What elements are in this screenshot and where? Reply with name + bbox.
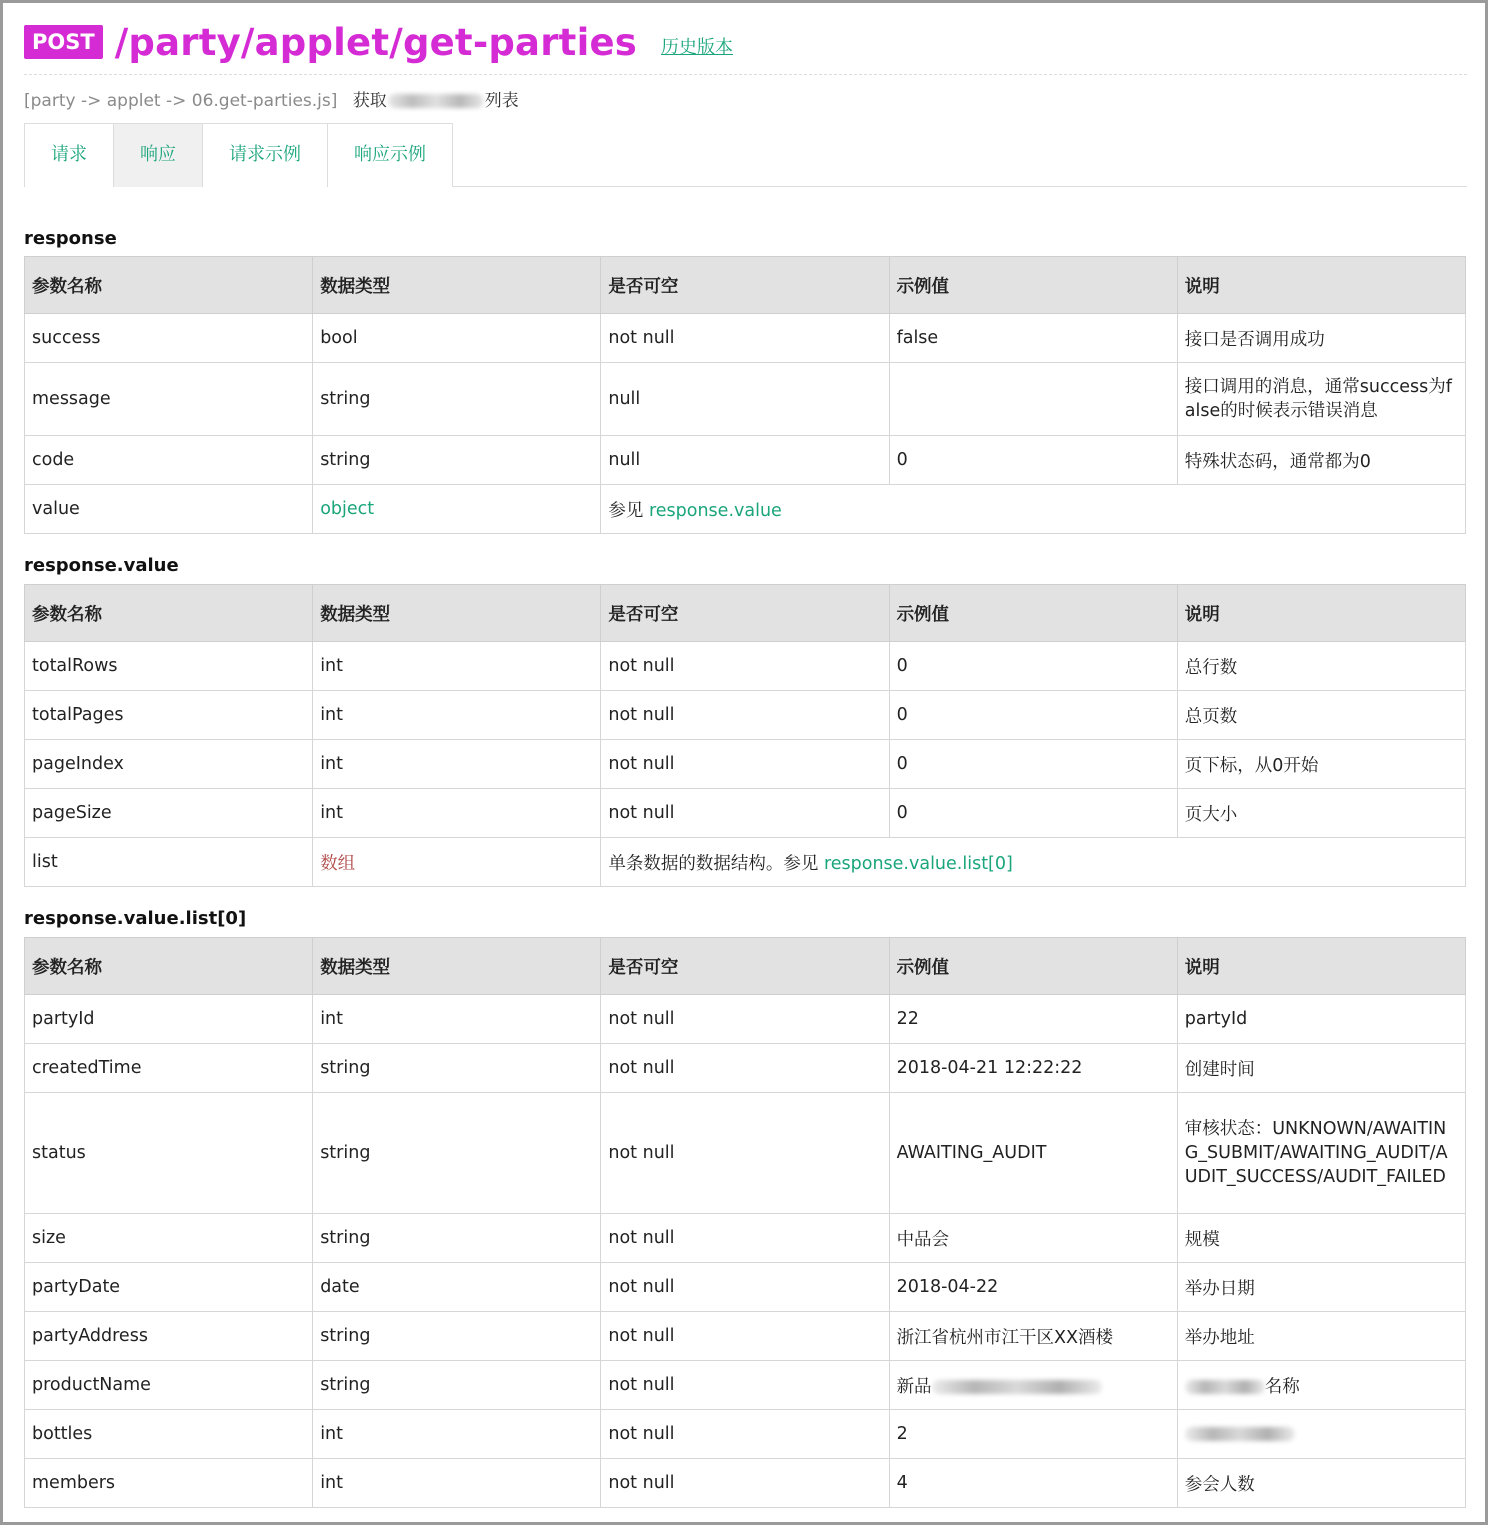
ref-link-value-list[interactable]: response.value.list[0]	[823, 853, 1013, 874]
cell-desc: 特殊状态码，通常都为0	[1177, 436, 1465, 485]
cell-reference	[601, 838, 1466, 887]
ref-link-response-value[interactable]: response.value	[648, 500, 782, 521]
table-row	[25, 1044, 1466, 1093]
cell-nullable: not null	[601, 1093, 889, 1214]
col-param-name: 参数名称	[25, 257, 313, 314]
http-method-badge: POST	[24, 25, 103, 59]
cell-type: int	[313, 1459, 601, 1508]
cell-example: AWAITING_AUDIT	[889, 1093, 1177, 1214]
table-row	[25, 1093, 1466, 1214]
table-row	[25, 789, 1466, 838]
table-row	[25, 642, 1466, 691]
cell-name: list	[25, 838, 313, 887]
cell-nullable: not null	[601, 1410, 889, 1459]
col-example: 示例值	[889, 257, 1177, 314]
cell-example: 0	[889, 436, 1177, 485]
cell-desc: 创建时间	[1177, 1044, 1465, 1093]
cell-desc: 接口调用的消息，通常success为false的时候表示错误消息	[1177, 363, 1465, 436]
redacted-text	[1185, 1380, 1265, 1394]
table-row	[25, 1263, 1466, 1312]
table-row	[25, 1410, 1466, 1459]
api-doc-page	[24, 18, 1467, 1508]
col-data-type: 数据类型	[313, 938, 601, 995]
tab-response[interactable]: 响应	[113, 123, 203, 187]
cell-name: partyAddress	[25, 1312, 313, 1361]
cell-name: pageSize	[25, 789, 313, 838]
table-response	[24, 256, 1466, 534]
cell-nullable: not null	[601, 314, 889, 363]
table-header-row	[25, 585, 1466, 642]
col-data-type: 数据类型	[313, 257, 601, 314]
cell-example: 0	[889, 789, 1177, 838]
table-row	[25, 1312, 1466, 1361]
col-description: 说明	[1177, 257, 1465, 314]
cell-nullable: not null	[601, 1044, 889, 1093]
cell-nullable: not null	[601, 995, 889, 1044]
table-row	[25, 691, 1466, 740]
col-nullable: 是否可空	[601, 257, 889, 314]
redacted-text	[1185, 1427, 1295, 1441]
cell-type: int	[313, 789, 601, 838]
source-file-path: [party -> applet -> 06.get-parties.js]	[24, 91, 338, 111]
col-nullable: 是否可空	[601, 938, 889, 995]
tab-request-example[interactable]: 请求示例	[202, 123, 328, 187]
cell-name: bottles	[25, 1410, 313, 1459]
cell-nullable: not null	[601, 1263, 889, 1312]
cell-nullable: not null	[601, 740, 889, 789]
cell-type: string	[313, 1044, 601, 1093]
cell-example: 浙江省杭州市江干区XX酒楼	[889, 1312, 1177, 1361]
section-title-value-list: response.value.list[0]	[24, 908, 247, 929]
table-row	[25, 740, 1466, 789]
table-row	[25, 485, 1466, 534]
cell-example	[889, 363, 1177, 436]
cell-name: size	[25, 1214, 313, 1263]
cell-nullable: not null	[601, 1361, 889, 1410]
cell-desc: partyId	[1177, 995, 1465, 1044]
cell-type: date	[313, 1263, 601, 1312]
title-row	[24, 18, 1467, 66]
cell-example: 22	[889, 995, 1177, 1044]
table-row	[25, 838, 1466, 887]
cell-type: int	[313, 740, 601, 789]
cell-example: 0	[889, 740, 1177, 789]
cell-desc: 页大小	[1177, 789, 1465, 838]
example-text: 新品	[896, 1376, 932, 1397]
api-description-suffix: 列表	[484, 91, 519, 111]
history-versions-link[interactable]: 历史版本	[660, 37, 733, 58]
cell-desc: 页下标，从0开始	[1177, 740, 1465, 789]
cell-type: string	[313, 1361, 601, 1410]
cell-reference	[601, 485, 1466, 534]
cell-example: 中品会	[889, 1214, 1177, 1263]
redacted-text	[388, 94, 484, 108]
ref-prefix: 单条数据的数据结构。参见	[608, 853, 824, 874]
cell-name: pageIndex	[25, 740, 313, 789]
cell-example: 0	[889, 642, 1177, 691]
cell-desc: 举办地址	[1177, 1312, 1465, 1361]
cell-type: int	[313, 691, 601, 740]
cell-example	[889, 1361, 1177, 1410]
cell-nullable: not null	[601, 1459, 889, 1508]
cell-type: string	[313, 1214, 601, 1263]
cell-desc: 总行数	[1177, 642, 1465, 691]
cell-desc: 总页数	[1177, 691, 1465, 740]
cell-name: members	[25, 1459, 313, 1508]
table-row	[25, 1459, 1466, 1508]
col-data-type: 数据类型	[313, 585, 601, 642]
cell-desc: 接口是否调用成功	[1177, 314, 1465, 363]
source-row	[24, 89, 1467, 113]
cell-desc: 规模	[1177, 1214, 1465, 1263]
cell-name: value	[25, 485, 313, 534]
table-row	[25, 995, 1466, 1044]
cell-name: success	[25, 314, 313, 363]
cell-nullable: not null	[601, 691, 889, 740]
cell-desc	[1177, 1410, 1465, 1459]
cell-example: 4	[889, 1459, 1177, 1508]
cell-name: createdTime	[25, 1044, 313, 1093]
cell-name: partyDate	[25, 1263, 313, 1312]
api-description	[353, 91, 519, 111]
cell-example: 2018-04-22	[889, 1263, 1177, 1312]
cell-name: message	[25, 363, 313, 436]
col-example: 示例值	[889, 938, 1177, 995]
tab-bar	[24, 123, 1467, 187]
cell-type: string	[313, 1093, 601, 1214]
cell-nullable: not null	[601, 642, 889, 691]
cell-type: string	[313, 436, 601, 485]
redacted-text	[932, 1380, 1102, 1394]
table-header-row	[25, 257, 1466, 314]
cell-name: status	[25, 1093, 313, 1214]
col-description: 说明	[1177, 938, 1465, 995]
cell-name: totalRows	[25, 642, 313, 691]
cell-type: int	[313, 642, 601, 691]
cell-desc: 审核状态：UNKNOWN/AWAITING_SUBMIT/AWAITING_AUDIT/AUDIT_SUCCESS/AUDIT_FAILED	[1177, 1093, 1465, 1214]
table-row	[25, 314, 1466, 363]
desc-text: 名称	[1264, 1376, 1300, 1397]
col-param-name: 参数名称	[25, 938, 313, 995]
cell-desc	[1177, 1361, 1465, 1410]
cell-example: 0	[889, 691, 1177, 740]
table-response-value	[24, 584, 1466, 887]
table-row	[25, 363, 1466, 436]
cell-type-link[interactable]: object	[313, 485, 601, 534]
table-header-row	[25, 938, 1466, 995]
cell-type: string	[313, 1312, 601, 1361]
cell-example: 2	[889, 1410, 1177, 1459]
cell-desc: 举办日期	[1177, 1263, 1465, 1312]
section-title-response-value: response.value	[24, 555, 179, 576]
col-nullable: 是否可空	[601, 585, 889, 642]
api-path-title: /party/applet/get-parties	[114, 20, 637, 64]
cell-type: int	[313, 1410, 601, 1459]
cell-nullable: null	[601, 363, 889, 436]
cell-type: bool	[313, 314, 601, 363]
col-description: 说明	[1177, 585, 1465, 642]
ref-prefix: 参见	[608, 500, 649, 521]
cell-desc: 参会人数	[1177, 1459, 1465, 1508]
cell-nullable: null	[601, 436, 889, 485]
cell-example: false	[889, 314, 1177, 363]
col-param-name: 参数名称	[25, 585, 313, 642]
cell-name: totalPages	[25, 691, 313, 740]
table-value-list	[24, 937, 1466, 1508]
cell-nullable: not null	[601, 789, 889, 838]
cell-nullable: not null	[601, 1214, 889, 1263]
cell-example: 2018-04-21 12:22:22	[889, 1044, 1177, 1093]
tab-request[interactable]: 请求	[24, 123, 114, 187]
table-row	[25, 436, 1466, 485]
cell-nullable: not null	[601, 1312, 889, 1361]
table-row	[25, 1361, 1466, 1410]
api-description-prefix: 获取	[352, 91, 387, 111]
cell-type: string	[313, 363, 601, 436]
table-row	[25, 1214, 1466, 1263]
col-example: 示例值	[889, 585, 1177, 642]
cell-name: productName	[25, 1361, 313, 1410]
cell-type-array: 数组	[313, 838, 601, 887]
cell-name: code	[25, 436, 313, 485]
section-title-response: response	[24, 228, 117, 249]
title-divider	[24, 74, 1467, 75]
cell-type: int	[313, 995, 601, 1044]
cell-name: partyId	[25, 995, 313, 1044]
tab-response-example[interactable]: 响应示例	[327, 123, 453, 187]
